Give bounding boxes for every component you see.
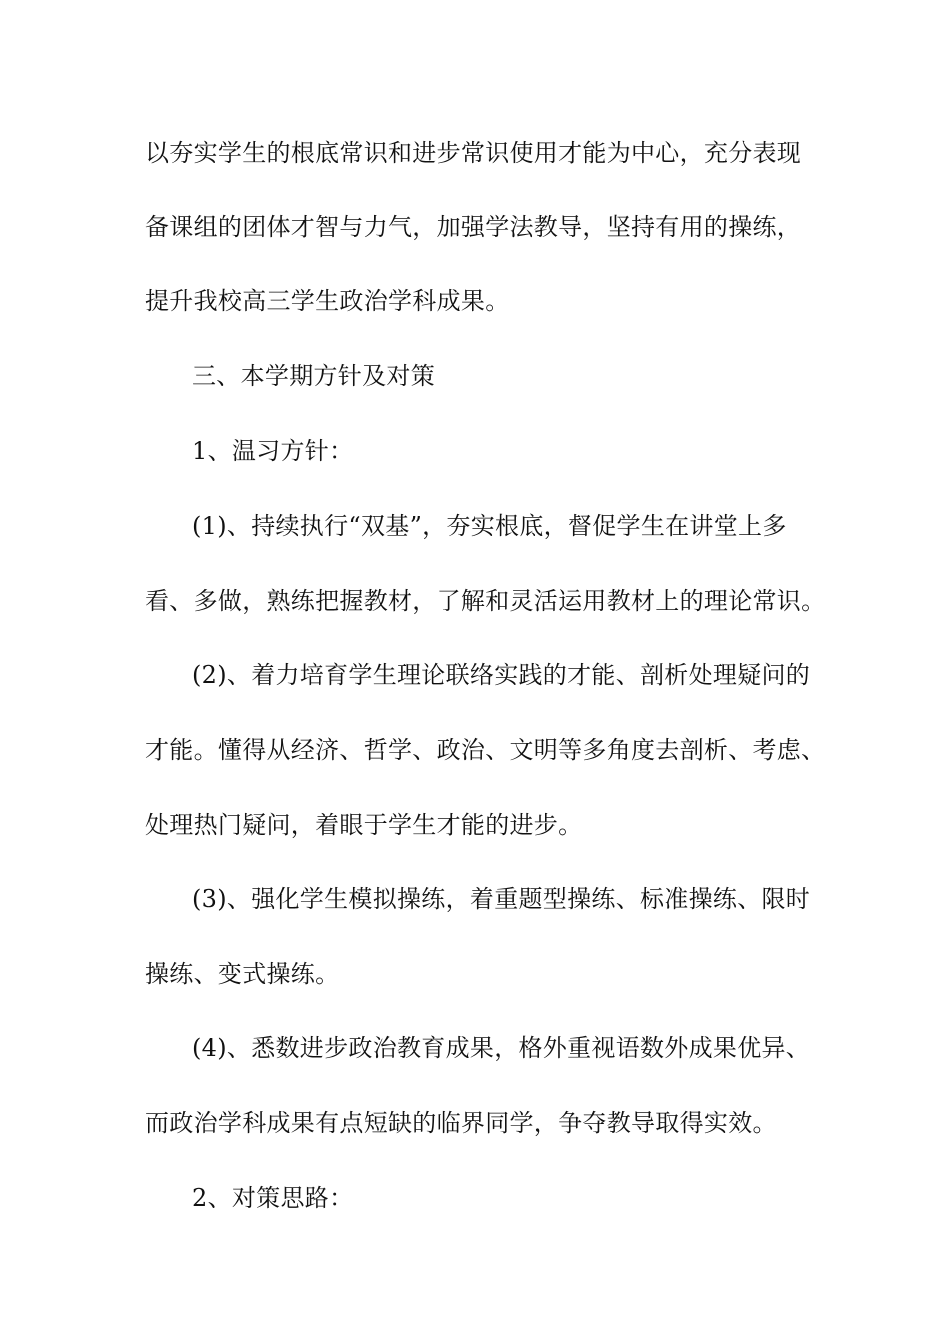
section-heading: 三、本学期方针及对策: [192, 362, 435, 390]
paragraph-line: 才能。懂得从经济、哲学、政治、文明等多角度去剖析、考虑、: [145, 736, 826, 764]
paragraph-line: 看、多做，熟练把握教材，了解和灵活运用教材上的理论常识。: [145, 587, 826, 615]
paragraph-line: (2)、着力培育学生理论联络实践的才能、剖析处理疑问的: [192, 661, 811, 689]
paragraph-line: (4)、悉数进步政治教育成果，格外重视语数外成果优异、: [192, 1034, 811, 1062]
paragraph-line: (1)、持续执行“双基”，夯实根底，督促学生在讲堂上多: [192, 512, 787, 540]
subsection-heading: 2、对策思路：: [192, 1184, 354, 1212]
paragraph-line: 而政治学科成果有点短缺的临界同学，争夺教导取得实效。: [145, 1109, 777, 1137]
subsection-heading: 1、温习方针：: [192, 437, 354, 465]
paragraph-line: 备课组的团体才智与力气，加强学法教导，坚持有用的操练，: [145, 213, 802, 241]
paragraph-line: 处理热门疑问，着眼于学生才能的进步。: [145, 811, 583, 839]
paragraph-line: 提升我校高三学生政治学科成果。: [145, 287, 510, 315]
paragraph-line: 以夯实学生的根底常识和进步常识使用才能为中心，充分表现: [145, 139, 802, 167]
paragraph-line: (3)、强化学生模拟操练，着重题型操练、标准操练、限时: [192, 885, 811, 913]
paragraph-line: 操练、变式操练。: [145, 960, 340, 988]
